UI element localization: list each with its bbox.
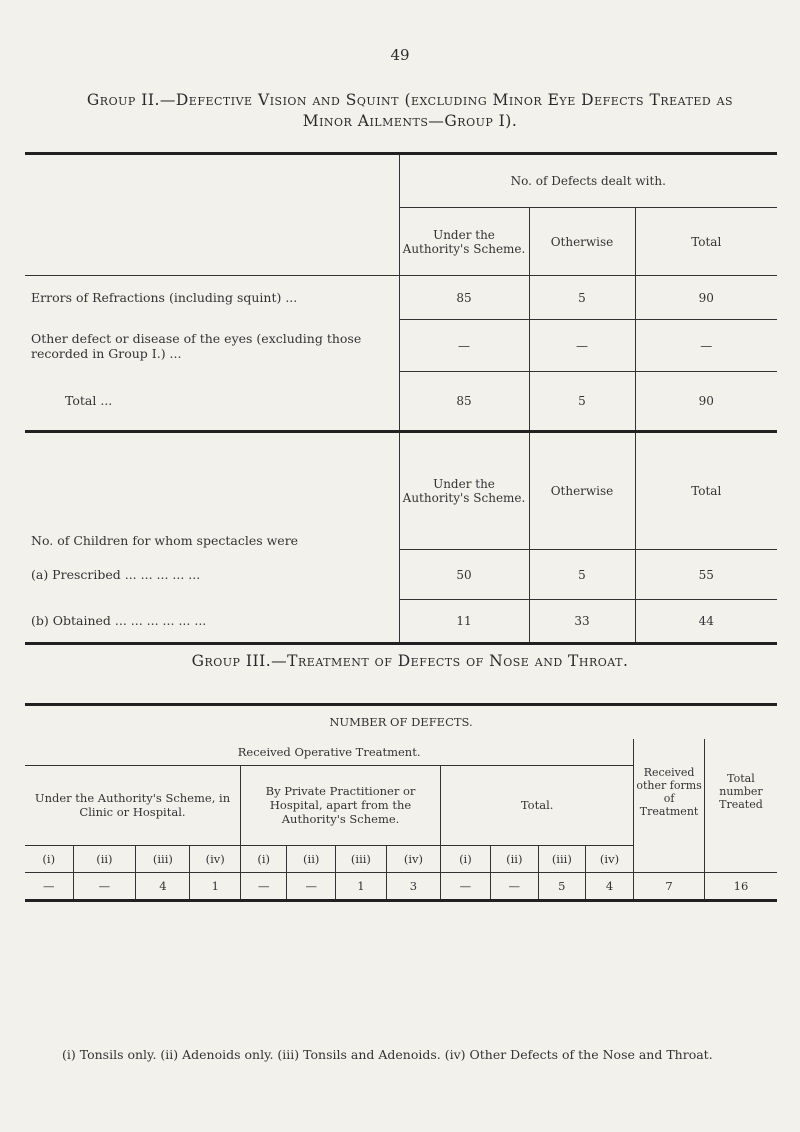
group2-table xyxy=(25,152,777,645)
total-value: — xyxy=(490,872,538,900)
total-value: — xyxy=(441,872,491,900)
sub-header: (iv) xyxy=(190,845,241,872)
sub-header: (iii) xyxy=(136,845,190,872)
cell-total: 90 xyxy=(635,372,777,432)
cell-total: 44 xyxy=(635,600,777,644)
cell-authority: 85 xyxy=(399,276,529,320)
row-label: Total ... xyxy=(25,372,399,432)
defects-header: No. of Defects dealt with. xyxy=(399,154,777,208)
sub-header: (i) xyxy=(25,845,73,872)
cell-authority: 50 xyxy=(399,550,529,600)
row-label: (a) Prescribed ... ... ... ... ... xyxy=(31,567,201,582)
total-number-header: Total number Treated xyxy=(704,739,777,846)
sub-header: (iv) xyxy=(585,845,634,872)
sub-header: (i) xyxy=(441,845,491,872)
authority-value: 1 xyxy=(190,872,241,900)
sub-header: (ii) xyxy=(490,845,538,872)
blank-cell xyxy=(25,154,399,208)
authority-value: — xyxy=(43,878,55,893)
col-authority: Under the Authority's Scheme. xyxy=(399,208,529,276)
col-otherwise: Otherwise xyxy=(529,208,635,276)
total-number-value: 16 xyxy=(704,872,777,900)
other-forms-value: 7 xyxy=(634,872,705,900)
cell-authority: — xyxy=(399,320,529,372)
authority-value: 4 xyxy=(136,872,190,900)
cell-total: 90 xyxy=(635,276,777,320)
private-value: 3 xyxy=(386,872,440,900)
private-value: 1 xyxy=(336,872,387,900)
spec-col-authority: Under the Authority's Scheme. xyxy=(399,432,529,550)
private-value: — xyxy=(287,872,336,900)
cell-otherwise: — xyxy=(529,320,635,372)
sub-header: (i) xyxy=(240,845,286,872)
total-value: 5 xyxy=(538,872,585,900)
other-forms-header: Received other forms of Treatment xyxy=(634,739,705,846)
sub-header: (iii) xyxy=(336,845,387,872)
table-row xyxy=(25,550,777,600)
authority-value: — xyxy=(73,872,136,900)
cell-otherwise: 5 xyxy=(529,276,635,320)
number-of-defects-header: NUMBER OF DEFECTS. xyxy=(329,715,473,730)
blank-cell xyxy=(634,845,705,872)
cell-authority: 85 xyxy=(399,372,529,432)
sub-header: (iii) xyxy=(538,845,585,872)
blank-cell xyxy=(25,208,399,276)
page-number: 49 xyxy=(390,46,410,64)
spectacles-intro: No. of Children for whom spectacles were xyxy=(31,532,299,548)
cell-authority: 11 xyxy=(399,600,529,644)
operative-header: Received Operative Treatment. xyxy=(25,739,634,766)
table-row xyxy=(25,320,777,372)
sub-header: (ii) xyxy=(73,845,136,872)
authority-header: Under the Authority's Scheme, in Clinic or Hospital. xyxy=(25,765,240,845)
group3-table xyxy=(25,703,777,902)
footnote: (i) Tonsils only. (ii) Adenoids only. (iii) Tonsils and Adenoids. (iv) Other Defects of the Nose and Throat. xyxy=(62,1047,713,1062)
total-value: 4 xyxy=(585,872,634,900)
values-row xyxy=(25,872,777,900)
cell-total: 55 xyxy=(635,550,777,600)
private-header: By Private Practitioner or Hospital, apart from the Authority's Scheme. xyxy=(240,765,440,845)
cell-total: — xyxy=(635,320,777,372)
sub-header: (iv) xyxy=(386,845,440,872)
spec-col-otherwise: Otherwise xyxy=(529,432,635,550)
group3-title: Group III.—Treatment of Defects of Nose and Throat. xyxy=(191,652,629,670)
blank-cell xyxy=(704,845,777,872)
col-total: Total xyxy=(635,208,777,276)
row-label: (b) Obtained ... ... ... ... ... ... xyxy=(31,613,207,629)
table-row xyxy=(25,600,777,644)
sub-header: (ii) xyxy=(287,845,336,872)
row-label: Errors of Refractions (including squint) ... xyxy=(31,290,298,306)
private-value: — xyxy=(240,872,286,900)
spec-col-total: Total xyxy=(635,432,777,550)
cell-otherwise: 5 xyxy=(529,372,635,432)
sub-header-row xyxy=(25,845,777,872)
table-row xyxy=(25,372,777,432)
total-header: Total. xyxy=(441,765,634,845)
table-row xyxy=(25,276,777,320)
cell-otherwise: 33 xyxy=(529,600,635,644)
row-label: Other defect or disease of the eyes (excluding those recorded in Group I.) ... xyxy=(31,330,362,361)
group2-title: Group II.—Defective Vision and Squint (excluding Minor Eye Defects Treated as Minor Ailments—Group I). xyxy=(86,91,734,130)
cell-otherwise: 5 xyxy=(529,550,635,600)
